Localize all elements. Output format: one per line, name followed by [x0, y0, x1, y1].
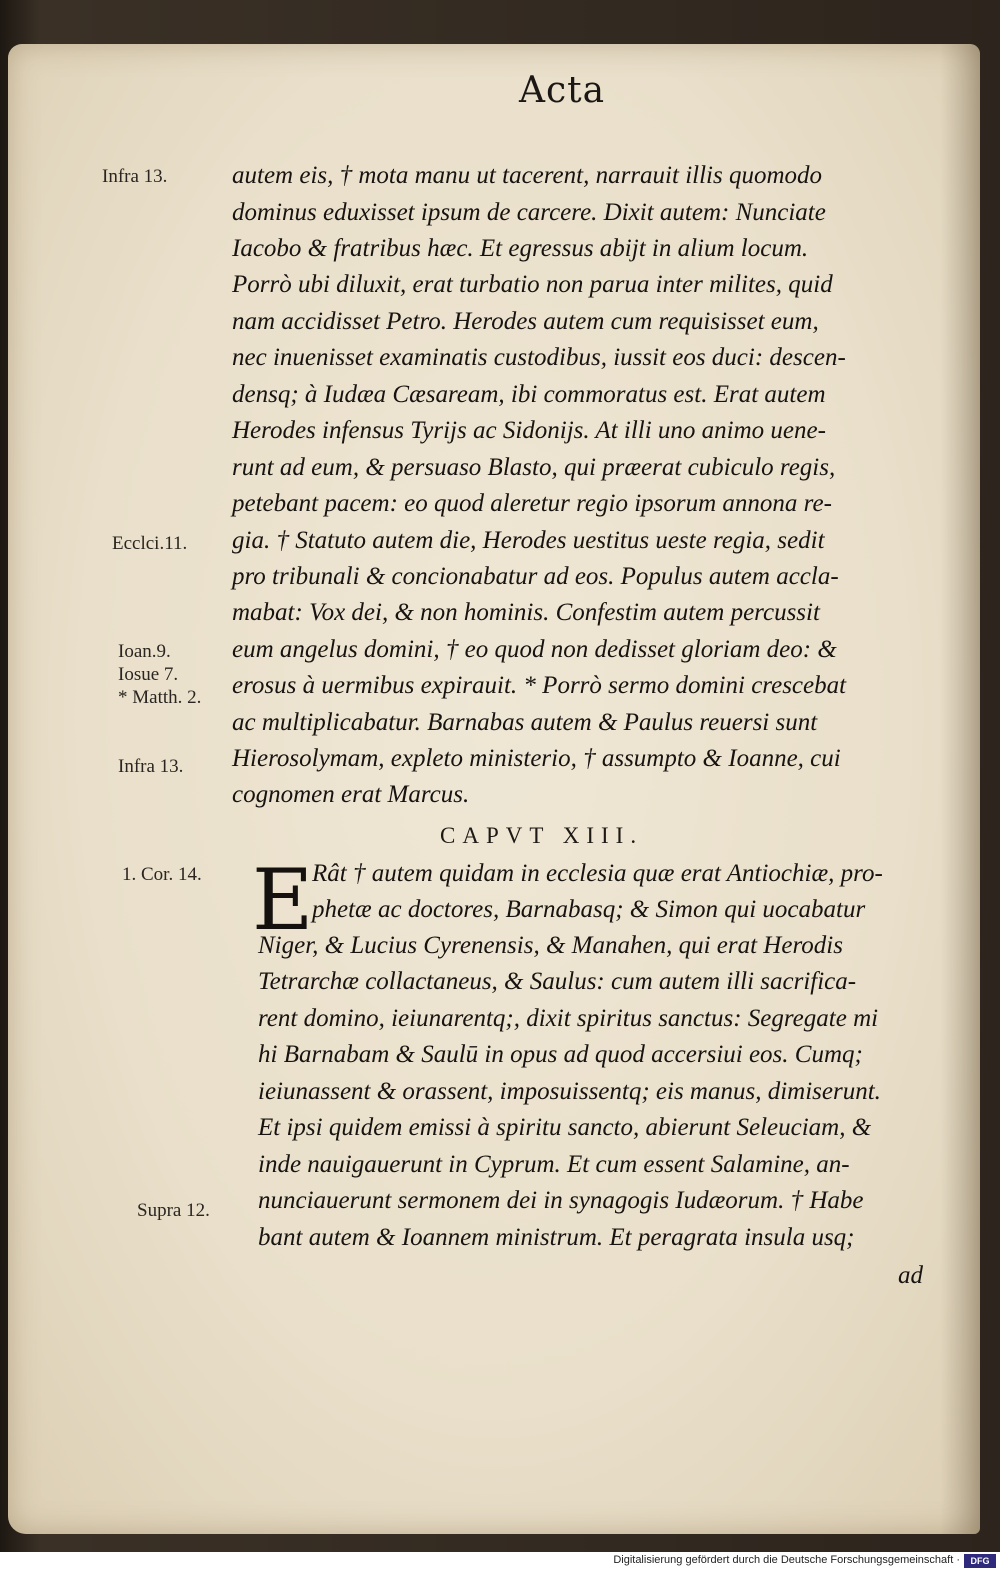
running-head: Acta [519, 70, 606, 111]
chapter-line: Rât † autem quidam in ecclesia quæ erat Antiochiæ, pro- [312, 860, 883, 887]
body-line: cognomen erat Marcus. [232, 781, 470, 808]
body-line: mabat: Vox dei, & non hominis. Confestim autem percussit [232, 599, 820, 626]
chapter-line: Tetrarchæ collactaneus, & Saulus: cum autem illi sacrifica- [258, 968, 857, 995]
spine-shadow [940, 44, 980, 1534]
body-line: pro tribunali & concionabatur ad eos. Populus autem accla- [232, 563, 839, 590]
chapter-line: rent domino, ieiunarentq;, dixit spiritus sanctus: Segregate mi [258, 1005, 879, 1032]
chapter-line: Et ipsi quidem emissi à spiritu sancto, abierunt Seleuciam, & [258, 1114, 872, 1141]
dfg-logo: DFG [964, 1554, 996, 1568]
body-line: densq; à Iudæa Cæsaream, ibi commoratus est. Erat autem [232, 381, 826, 408]
body-line: dominus eduxisset ipsum de carcere. Dixit autem: Nunciate [232, 199, 826, 226]
margin-note-iosue-7: Iosue 7. [118, 664, 179, 685]
body-line: gia. † Statuto autem die, Herodes uestitus ueste regia, sedit [232, 527, 825, 554]
chapter-line: inde nauigauerunt in Cyprum. Et cum essent Salamine, an- [258, 1151, 850, 1178]
body-line: petebant pacem: eo quod aleretur regio ipsorum annona re- [232, 490, 832, 517]
margin-note-ioan-9: Ioan.9. [118, 641, 171, 662]
body-line: Hierosolymam, expleto ministerio, † assumpto & Ioanne, cui [232, 745, 841, 772]
body-line: nec inuenisset examinatis custodibus, iussit eos duci: descen- [232, 344, 846, 371]
body-line: erosus à uermibus expirauit. * Porrò sermo domini crescebat [232, 672, 847, 699]
chapter-line: phetæ ac doctores, Barnabasq; & Simon qui uocabatur [312, 896, 866, 923]
chapter-line: bant autem & Ioannem ministrum. Et peragrata insula usq; [258, 1224, 855, 1251]
margin-note-1-cor-14: 1. Cor. 14. [122, 864, 202, 885]
margin-note-supra-12: Supra 12. [137, 1200, 210, 1221]
body-line: autem eis, † mota manu ut tacerent, narrauit illis quomodo [232, 162, 823, 189]
margin-note-infra-13-a: Infra 13. [102, 166, 168, 187]
chapter-line: hi Barnabam & Saulū in opus ad quod accersiui eos. Cumq; [258, 1041, 863, 1068]
margin-note-infra-13-b: Infra 13. [118, 756, 184, 777]
chapter-line: ieiunassent & orassent, imposuissentq; eis manus, dimiserunt. [258, 1078, 881, 1105]
chapter-line: nunciauerunt sermonem dei in synagogis Iudæorum. † Habe [258, 1187, 864, 1214]
body-line: Iacobo & fratribus hæc. Et egressus abijt in alium locum. [232, 235, 809, 262]
chapter-heading: CAPVT XIII. [440, 823, 644, 848]
body-line: Herodes infensus Tyrijs ac Sidonijs. At illi uno animo uene- [232, 417, 826, 444]
body-line: ac multiplicabatur. Barnabas autem & Paulus reuersi sunt [232, 709, 818, 736]
catchword: ad [898, 1262, 923, 1289]
body-line: nam accidisset Petro. Herodes autem cum requisisset eum, [232, 308, 819, 335]
margin-note-matth-2: * Matth. 2. [118, 687, 202, 708]
footer-credit: Digitalisierung gefördert durch die Deutsche Forschungsgemeinschaft · [613, 1554, 960, 1566]
body-line: eum angelus domini, † eo quod non dedisset gloriam deo: & [232, 636, 837, 663]
drop-cap: E [252, 851, 314, 949]
body-line: runt ad eum, & persuaso Blasto, qui præerat cubiculo regis, [232, 454, 836, 481]
margin-note-eccle-11: Ecclci.11. [112, 533, 188, 554]
chapter-line: Niger, & Lucius Cyrenensis, & Manahen, qui erat Herodis [258, 932, 843, 959]
body-line: Porrò ubi diluxit, erat turbatio non parua inter milites, quid [232, 271, 833, 298]
